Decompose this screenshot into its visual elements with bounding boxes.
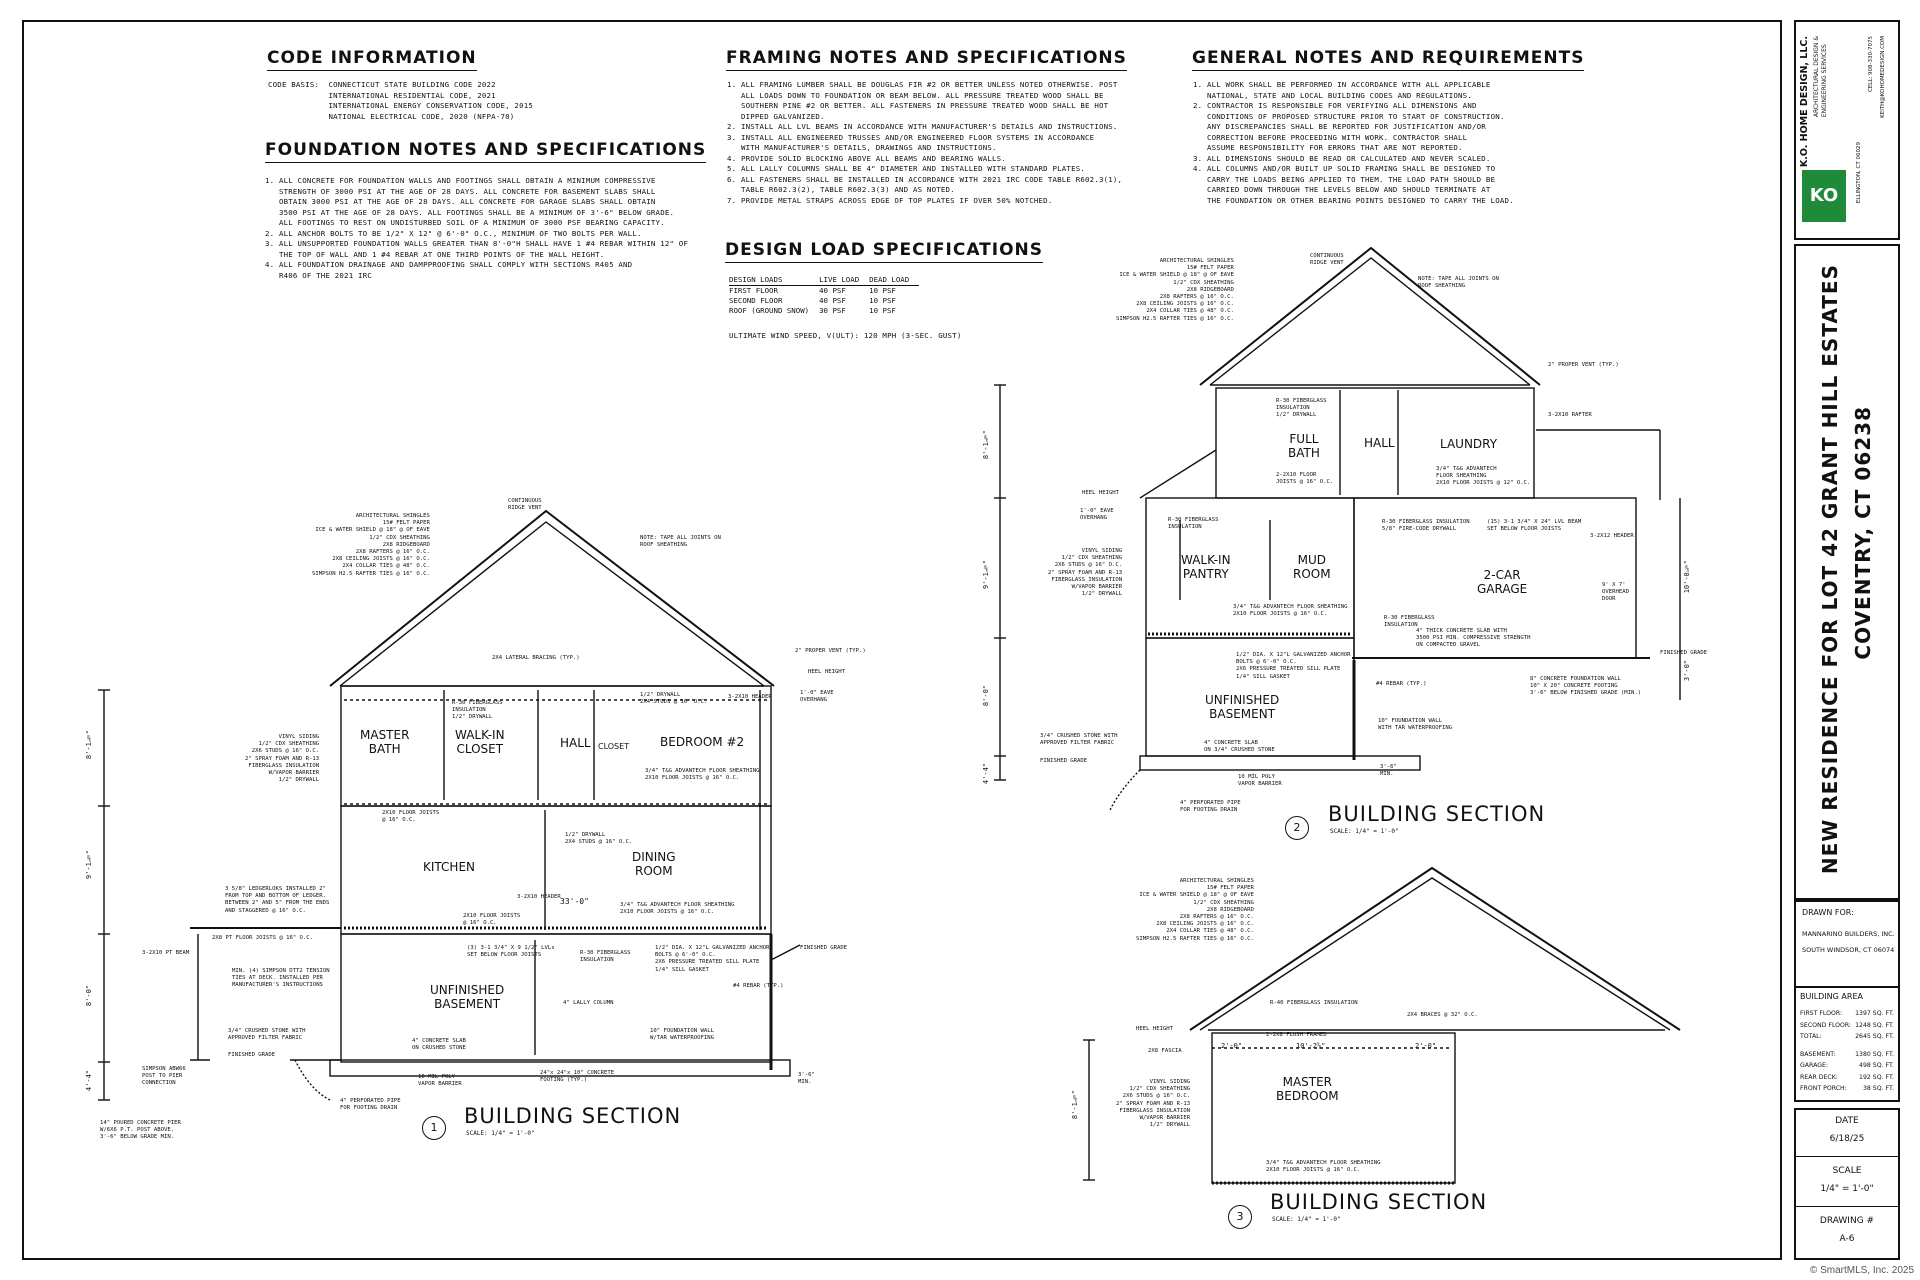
general-notes-title: GENERAL NOTES AND REQUIREMENTS bbox=[1192, 48, 1584, 71]
note-line: 1. ALL FRAMING LUMBER SHALL BE DOUGLAS FIR #2 OR BETTER UNLESS NOTED OTHERWISE. POST bbox=[727, 80, 1118, 89]
note-drywall-2nd: 1/2" DRYWALL 2X4 STUDS @ 16" O.C. bbox=[640, 692, 708, 706]
note2-ridge: CONTINUOUS RIDGE VENT bbox=[1310, 253, 1344, 267]
dim3-mid: 10'-2⅝" bbox=[1296, 1042, 1326, 1050]
section-1-linework bbox=[98, 511, 800, 1100]
area-label: SECOND FLOOR: bbox=[1800, 1021, 1852, 1029]
note-found: 10" FOUNDATION WALL W/TAR WATERPROOFING bbox=[650, 1028, 714, 1042]
scale-value: 1/4" = 1'-0" bbox=[1820, 1184, 1874, 1194]
area-row bbox=[1800, 1060, 1894, 1072]
scale-label: SCALE bbox=[1832, 1166, 1862, 1176]
area-row bbox=[1800, 1020, 1894, 1032]
note2-pipe: 4" PERFORATED PIPE FOR FOOTING DRAIN bbox=[1180, 800, 1241, 814]
note2-tape: NOTE: TAPE ALL JOINTS ON ROOF SHEATHING bbox=[1418, 276, 1499, 290]
note-floor2: 2X10 FLOOR JOISTS @ 16" O.C. bbox=[382, 810, 440, 824]
note-anchor: 1/2" DIA. X 12"L GALVANIZED ANCHOR BOLTS @ 6'-0" O.C. 2X6 PRESSURE TREATED SILL PLATE 1/4" SILL GASKET bbox=[655, 945, 770, 973]
room-closet: CLOSET bbox=[598, 742, 630, 751]
note-line: CARRIED DOWN THROUGH THE LEVELS BELOW AND SHOULD TERMINATE AT bbox=[1193, 185, 1491, 194]
note-line: NATIONAL, STATE AND LOCAL BUILDING CODES AND REGULATIONS. bbox=[1193, 90, 1472, 100]
company-subtitle: ARCHITECTURAL DESIGN & ENGINEERING SERVICES bbox=[1813, 36, 1828, 118]
drawn-for-address: SOUTH WINDSOR, CT 06074 bbox=[1802, 946, 1895, 954]
note-rebar: #4 REBAR (TYP.) bbox=[733, 983, 784, 989]
note-line: 2. CONTRACTOR IS RESPONSIBLE FOR VERIFYING ALL DIMENSIONS AND bbox=[1193, 101, 1477, 110]
note-line: NATIONAL ELECTRICAL CODE, 2020 (NFPA-70) bbox=[268, 111, 515, 121]
note-deck: 2X8 PT FLOOR JOISTS @ 16" O.C. bbox=[212, 935, 314, 941]
note-line: 2. ALL ANCHOR BOLTS TO BE 1/2" X 12" @ 6'-0" O.C., MINIMUM OF TWO BOLTS PER WALL. bbox=[265, 228, 642, 238]
note2-floor: 2-2X10 FLOOR JOISTS @ 16" O.C. bbox=[1276, 472, 1334, 486]
note-line: CODE BASIS: CONNECTICUT STATE BUILDING CODE 2022 bbox=[268, 80, 496, 89]
area-label: FRONT PORCH: bbox=[1800, 1085, 1847, 1092]
note2-garfound: 8" CONCRETE FOUNDATION WALL 10" X 20" CONCRETE FOOTING 3'-6" BELOW FINISHED GRADE (MIN.) bbox=[1530, 676, 1642, 697]
note-eave: 1'-0" EAVE OVERHANG bbox=[800, 690, 834, 704]
area-label: TOTAL: bbox=[1800, 1033, 1822, 1040]
drawing-number-label: DRAWING # bbox=[1819, 1216, 1875, 1226]
dim2-upper: 8'-1⅛" bbox=[982, 430, 990, 460]
section-3-scale: SCALE: 1/4" = 1'-0" bbox=[1272, 1216, 1341, 1223]
area-value: 1248 SQ. FT. bbox=[1855, 1021, 1894, 1029]
room-master-bath: MASTER BATH bbox=[360, 728, 410, 756]
area-row bbox=[1800, 1031, 1894, 1043]
area-value: 2645 SQ. FT. bbox=[1855, 1033, 1894, 1040]
company-name: K.O. HOME DESIGN, LLC. bbox=[1799, 36, 1810, 168]
note3-roof: ARCHITECTURAL SHINGLES 15# FELT PAPER ICE & WATER SHIELD @ 18" @ OF EAVE 1/2" CDX SHEATHING 2X8 RIDGEBOARD 2X8 RAFTERS @ 16" O.C. 2X8 CEILING JOISTS @ 16" O.C. 2X4 COLLAR TIES @ 48" O.C. SIMPSON H2.5 RAFTER TIES @ 16" O.C. bbox=[1136, 878, 1254, 942]
note2-r30: R-30 FIBERGLASS INSULATION 5/8" FIRE-CODE DRYWALL bbox=[1382, 519, 1470, 533]
project-block bbox=[1794, 244, 1900, 900]
note-line: DIPPED GALVANIZED. bbox=[727, 111, 825, 121]
note-line: 4. ALL COLUMNS AND/OR BUILT UP SOLID FRAMING SHALL BE DESIGNED TO bbox=[1193, 164, 1496, 173]
note3-ties: 2X4 BRACES @ 32" O.C. bbox=[1407, 1012, 1478, 1018]
dim-mid: 9'-1⅛" bbox=[85, 850, 93, 880]
note-line: CONDITIONS OF PROPOSED STRUCTURE PRIOR TO START OF CONSTRUCTION. bbox=[1193, 111, 1505, 121]
room-master-bedroom: MASTER BEDROOM bbox=[1276, 1075, 1339, 1103]
note2-min: 3'-6" MIN. bbox=[1380, 764, 1397, 778]
area-value: 498 SQ. FT. bbox=[1859, 1062, 1894, 1069]
dim3-right: 2'-0" bbox=[1415, 1042, 1437, 1050]
area-value: 1380 SQ. FT. bbox=[1855, 1050, 1894, 1058]
note-line: ASSUME RESPONSIBILITY FOR ERRORS THAT ARE NOT REPORTED. bbox=[1193, 143, 1463, 152]
project-name: NEW RESIDENCE FOR LOT 42 GRANT HILL ESTATES bbox=[1818, 264, 1842, 875]
company-cell: CELL: 908-330-7075 bbox=[1868, 36, 1874, 93]
note-header: 3-2X10 HEADER bbox=[728, 694, 772, 700]
note-vent: 2" PROPER VENT (TYP.) bbox=[795, 648, 866, 654]
building-area-block bbox=[1794, 986, 1900, 1102]
section-1-title: BUILDING SECTION bbox=[464, 1104, 682, 1128]
area-label: REAR DECK: bbox=[1800, 1073, 1838, 1081]
note-slab: 4" CONCRETE SLAB ON CRUSHED STONE bbox=[412, 1038, 466, 1052]
dim2-garage-low: 3'-0" bbox=[1683, 660, 1691, 682]
note-ledger: 3 5/8" LEDGERLOKS INSTALLED 2" FROM TOP AND BOTTOM OF LEDGER. BETWEEN 2" AND 5" FROM THE ENDS AND STAGGERED @ 16" O.C. bbox=[225, 886, 330, 914]
room-basement: UNFINISHED BASEMENT bbox=[430, 983, 505, 1011]
note2-wall: VINYL SIDING 1/2" CDX SHEATHING 2X6 STUDS @ 16" O.C. 2" SPRAY FOAM AND R-13 FIBERGLASS INSULATION W/VAPOR BARRIER 1/2" DRYWALL bbox=[1048, 548, 1123, 598]
note-line: TABLE R602.3(2), TABLE R602.3(3) AND AS NOTED. bbox=[727, 185, 955, 194]
table-cell: 40 PSF bbox=[819, 286, 846, 295]
drawing-number: A-6 bbox=[1839, 1234, 1855, 1244]
note-floor1: 2X10 FLOOR JOISTS @ 16" O.C. bbox=[463, 913, 521, 927]
dim2-low: 8'-0" bbox=[982, 685, 990, 707]
dim-low: 8'-0" bbox=[85, 985, 93, 1007]
note-header-1st: 3-2X10 HEADER bbox=[517, 894, 561, 900]
note2-slab: 4" CONCRETE SLAB ON 3/4" CRUSHED STONE bbox=[1204, 740, 1275, 754]
note-line: STRENGTH OF 3000 PSI AT THE AGE OF 28 DAYS. ALL CONCRETE FOR BASEMENT SLABS SHALL bbox=[265, 186, 656, 196]
building-area-table bbox=[1800, 1008, 1894, 1095]
note-line: INTERNATIONAL ENERGY CONSERVATION CODE, 2015 bbox=[268, 101, 534, 110]
note3-flush: 2-2X8 FLUSH FRAMED bbox=[1266, 1032, 1327, 1038]
project-city: COVENTRY, CT 06238 bbox=[1851, 406, 1875, 660]
note2-grade: FINISHED GRADE bbox=[1660, 650, 1708, 656]
table-cell: 40 PSF bbox=[819, 296, 846, 305]
note-line: R406 OF THE 2021 IRC bbox=[265, 270, 372, 280]
note-abw: SIMPSON ABW66 POST TO PIER CONNECTION bbox=[142, 1066, 186, 1087]
watermark: © SmartMLS, Inc. 2025 bbox=[1809, 1265, 1914, 1276]
note-line: 3500 PSI AT THE AGE OF 28 DAYS. ALL FOOTINGS SHALL BE A MINIMUM OF 3'-6" BELOW GRADE. bbox=[265, 207, 675, 217]
note-advantech: 3/4" T&G ADVANTECH FLOOR SHEATHING 2X10 FLOOR JOISTS @ 16" O.C. bbox=[645, 768, 760, 782]
note3-wall: VINYL SIDING 1/2" CDX SHEATHING 2X6 STUDS @ 16" O.C. 2" SPRAY FOAM AND R-13 FIBERGLASS INSULATION W/VAPOR BARRIER 1/2" DRYWALL bbox=[1116, 1079, 1191, 1129]
table-cell: SECOND FLOOR bbox=[729, 296, 783, 305]
note-advantech-1st: 3/4" T&G ADVANTECH FLOOR SHEATHING 2X10 FLOOR JOISTS @ 16" O.C. bbox=[620, 902, 735, 916]
note-heel: HEEL HEIGHT bbox=[808, 669, 846, 675]
note-line: SOUTHERN PINE #2 OR BETTER. ALL FASTENERS IN PRESSURE TREATED WOOD SHALL BE HOT bbox=[727, 101, 1109, 110]
area-row bbox=[1800, 1083, 1894, 1095]
note2-heel: HEEL HEIGHT bbox=[1082, 490, 1120, 496]
table-cell: 10 PSF bbox=[869, 286, 896, 295]
note2-r30-upper: R-30 FIBERGLASS INSULATION bbox=[1168, 517, 1219, 531]
note-line: THE TOP OF WALL AND 1 #4 REBAR AT ONE THIRD POINTS OF THE WALL HEIGHT. bbox=[265, 249, 605, 259]
section-2-title: BUILDING SECTION bbox=[1328, 802, 1546, 826]
foundation-notes-title: FOUNDATION NOTES AND SPECIFICATIONS bbox=[265, 140, 706, 163]
note-line: ALL FOOTINGS TO REST ON UNDISTURBED SOIL OF A MINIMUM OF 3000 PSF BEARING CAPACITY. bbox=[265, 218, 665, 227]
note3-insul: R-40 FIBERGLASS INSULATION bbox=[1270, 1000, 1358, 1006]
room-garage: 2-CAR GARAGE bbox=[1477, 568, 1528, 596]
note2-anchor: 1/2" DIA. X 12"L GALVANIZED ANCHOR BOLTS @ 6'-0" O.C. 2X6 PRESSURE TREATED SILL PLATE 1/4" SILL GASKET bbox=[1236, 652, 1351, 680]
note-simpson: MIN. (4) SIMPSON DTT2 TENSION TIES AT DECK. INSTALLED PER MANUFACTURER'S INSTRUCTIONS bbox=[232, 968, 330, 989]
wind-speed-note: ULTIMATE WIND SPEED, V(ULT): 120 MPH (3-SEC. GUST) bbox=[729, 331, 962, 340]
table-cell: 10 PSF bbox=[869, 296, 896, 305]
dim3-upper: 8'-1⅛" bbox=[1071, 1090, 1079, 1120]
table-header: LIVE LOAD bbox=[819, 275, 869, 286]
dim2-footing: 4'-4" bbox=[982, 763, 990, 785]
table-header: DEAD LOAD bbox=[869, 275, 919, 286]
section-2-scale: SCALE: 1/4" = 1'-0" bbox=[1330, 828, 1399, 835]
note-line: CORRECTION BEFORE PROCEEDING WITH WORK. CONTRACTOR SHALL bbox=[1193, 132, 1468, 142]
room-walkin-closet: WALK-IN CLOSET bbox=[455, 728, 505, 756]
code-info-title: CODE INFORMATION bbox=[267, 48, 477, 71]
note2-vent: 2" PROPER VENT (TYP.) bbox=[1548, 362, 1619, 368]
area-label: GARAGE: bbox=[1800, 1062, 1828, 1069]
area-label: BASEMENT: bbox=[1800, 1050, 1836, 1058]
dim2-garage: 10'-0⅝" bbox=[1683, 560, 1691, 594]
drawn-for-block bbox=[1794, 900, 1900, 990]
room-bedroom-2: BEDROOM #2 bbox=[660, 735, 745, 749]
note-line: ALL LOADS DOWN TO FOUNDATION OR BEAM BELOW. ALL PRESSURE TREATED WOOD SHALL BE bbox=[727, 90, 1104, 100]
table-cell: FIRST FLOOR bbox=[729, 286, 778, 295]
room-full-bath: FULL BATH bbox=[1288, 432, 1320, 460]
design-load-title: DESIGN LOAD SPECIFICATIONS bbox=[725, 240, 1043, 263]
note-line: 4. PROVIDE SOLID BLOCKING ABOVE ALL BEAMS AND BEARING WALLS. bbox=[727, 153, 1006, 163]
note-line: ANY DISCREPANCIES SHALL BE REPORTED FOR JUSTIFICATION AND/OR bbox=[1193, 122, 1486, 131]
note2-eave: 1'-0" EAVE OVERHANG bbox=[1080, 508, 1114, 522]
note-line: 5. ALL LALLY COLUMNS SHALL BE 4" DIAMETER AND INSTALLED WITH STANDARD PLATES. bbox=[727, 164, 1086, 173]
dim-footing: 4'-4" bbox=[85, 1070, 93, 1092]
section-2-number: 2 bbox=[1285, 816, 1309, 840]
company-logo: KO bbox=[1802, 170, 1846, 222]
framing-notes-title: FRAMING NOTES AND SPECIFICATIONS bbox=[726, 48, 1127, 71]
note-line: 6. ALL FASTENERS SHALL BE INSTALLED IN ACCORDANCE WITH 2021 IRC CODE TABLE R602.3(1), bbox=[727, 174, 1123, 184]
note-line: WITH MANUFACTURER'S DETAILS, DRAWINGS AND INSTRUCTIONS. bbox=[727, 143, 997, 152]
note2-advantech: 3/4" T&G ADVANTECH FLOOR SHEATHING 2X10 FLOOR JOISTS @ 12" O.C. bbox=[1436, 466, 1531, 487]
note-beam: 3-2X10 PT BEAM bbox=[142, 950, 190, 956]
note-line: CARRY THE LOADS BEING APPLIED TO THEM. THE LOAD PATH SHOULD BE bbox=[1193, 174, 1496, 184]
note2-adv1: 3/4" T&G ADVANTECH FLOOR SHEATHING 2X10 FLOOR JOISTS @ 16" O.C. bbox=[1233, 604, 1348, 618]
building-area-label: BUILDING AREA bbox=[1800, 992, 1863, 1001]
note2-overhead: 9' X 7' OVERHEAD DOOR bbox=[1602, 582, 1629, 603]
area-value: 192 SQ. FT. bbox=[1859, 1073, 1894, 1081]
section-3-number: 3 bbox=[1228, 1205, 1252, 1229]
room-dining: DINING ROOM bbox=[632, 850, 676, 878]
room-walkin-pantry: WALK-IN PANTRY bbox=[1181, 553, 1231, 581]
note-poly: 10 MIL POLY VAPOR BARRIER bbox=[418, 1074, 462, 1088]
note-footing: 24"x 24"x 10" CONCRETE FOOTING (TYP.) bbox=[540, 1070, 615, 1084]
note-roof: ARCHITECTURAL SHINGLES 15# FELT PAPER ICE & WATER SHIELD @ 18" @ OF EAVE 1/2" CDX SHEATHING 2X8 RIDGEBOARD 2X8 RAFTERS @ 16" O.C. 2X8 CEILING JOISTS @ 16" O.C. 2X4 COLLAR TIES @ 48" O.C. SIMPSON H2.5 RAFTER TIES @ 16" O.C. bbox=[312, 513, 430, 577]
note2-lvl: (15) 3-1 3/4" X 24" LVL BEAM SET BELOW FLOOR JOISTS bbox=[1487, 519, 1582, 533]
note-stone: 3/4" CRUSHED STONE WITH APPROVED FILTER FABRIC bbox=[228, 1028, 306, 1042]
date-label: DATE bbox=[1835, 1116, 1859, 1126]
note-lvl: (3) 3-1 3/4" X 9 1/2" LVLs SET BELOW FLOOR JOISTS bbox=[467, 945, 555, 959]
note2-rafter: 3-2X10 RAFTER bbox=[1548, 412, 1592, 418]
note-finished-grade: FINISHED GRADE bbox=[800, 945, 848, 951]
note-pier: 14" POURED CONCRETE PIER W/6X6 P.T. POST ABOVE. 3'-6" BELOW GRADE MIN. bbox=[100, 1120, 181, 1141]
note-line: 2. INSTALL ALL LVL BEAMS IN ACCORDANCE WITH MANUFACTURER'S DETAILS AND INSTRUCTIONS. bbox=[727, 122, 1118, 131]
note-line: 3. ALL UNSUPPORTED FOUNDATION WALLS GREATER THAN 8'-0"H SHALL HAVE 1 #4 REBAR WITHIN 12" OF bbox=[265, 239, 689, 248]
area-value: 38 SQ. FT. bbox=[1862, 1085, 1894, 1092]
note-pipe: 4" PERFORATED PIPE FOR FOOTING DRAIN bbox=[340, 1098, 401, 1112]
note2-roof: ARCHITECTURAL SHINGLES 15# FELT PAPER ICE & WATER SHIELD @ 18" @ OF EAVE 1/2" CDX SHEATHING 2X8 RIDGEBOARD 2X8 RAFTERS @ 16" O.C. 2X8 CEILING JOISTS @ 16" O.C. 2X4 COLLAR TIES @ 48" O.C. SIMPSON H2.5 RAFTER TIES @ 16" O.C. bbox=[1116, 258, 1234, 322]
span-dimension: 33'-0" bbox=[560, 897, 589, 906]
note-line: 7. PROVIDE METAL STRAPS ACROSS EDGE OF TOP PLATES IF OVER 50% NOTCHED. bbox=[727, 195, 1053, 205]
room-kitchen: KITCHEN bbox=[423, 860, 475, 874]
room-mud-room: MUD ROOM bbox=[1293, 553, 1331, 581]
dim3-left: 2'-0" bbox=[1221, 1042, 1243, 1050]
note-line: INTERNATIONAL RESIDENTIAL CODE, 2021 bbox=[268, 90, 496, 100]
dim2-mid: 9'-1⅛" bbox=[982, 560, 990, 590]
table-cell: 30 PSF bbox=[819, 306, 846, 315]
note-lateral: 2X4 LATERAL BRACING (TYP.) bbox=[492, 655, 580, 661]
drawn-for-name: MANNARINO BUILDERS, INC. bbox=[1802, 930, 1895, 938]
note-line: 3. INSTALL ALL ENGINEERED TRUSSES AND/OR ENGINEERED FLOOR SYSTEMS IN ACCORDANCE bbox=[727, 132, 1095, 142]
area-label: FIRST FLOOR: bbox=[1800, 1010, 1843, 1017]
room-hall-2: HALL bbox=[1364, 436, 1395, 450]
note-line: 4. ALL FOUNDATION DRAINAGE AND DAMPPROOFING SHALL COMPLY WITH SECTIONS R405 AND bbox=[265, 260, 633, 269]
note-drywall-1st: 1/2" DRYWALL 2X4 STUDS @ 16" O.C. bbox=[565, 832, 633, 846]
room-hall: HALL bbox=[560, 736, 591, 750]
section-3-title: BUILDING SECTION bbox=[1270, 1190, 1488, 1214]
room-laundry: LAUNDRY bbox=[1440, 437, 1498, 451]
area-row bbox=[1800, 1008, 1894, 1020]
note-ridge-vent: CONTINUOUS RIDGE VENT bbox=[508, 498, 542, 512]
drawn-for-label: DRAWN FOR: bbox=[1802, 908, 1854, 917]
note2-r30b: R-30 FIBERGLASS INSULATION bbox=[1384, 615, 1435, 629]
note3-fascia: 2X8 FASCIA bbox=[1148, 1048, 1182, 1054]
dim-upper: 8'-1⅛" bbox=[85, 730, 93, 760]
note3-heel: HEEL HEIGHT bbox=[1136, 1026, 1174, 1032]
date-value: 6/18/25 bbox=[1829, 1134, 1865, 1144]
room-basement-2: UNFINISHED BASEMENT bbox=[1205, 693, 1280, 721]
note2-found: 10" FOUNDATION WALL WITH TAR WATERPROOFING bbox=[1378, 718, 1453, 732]
note-grade: FINISHED GRADE bbox=[228, 1052, 276, 1058]
note-line: 1. ALL WORK SHALL BE PERFORMED IN ACCORDANCE WITH ALL APPLICABLE bbox=[1193, 80, 1491, 89]
area-row bbox=[1800, 1072, 1894, 1084]
note2-rebar: #4 REBAR (TYP.) bbox=[1376, 681, 1427, 687]
company-city: ELLINGTON, CT 06029 bbox=[1856, 142, 1862, 204]
note-min: 3'-6" MIN. bbox=[798, 1072, 815, 1086]
company-email: KEITH@KOHOMEDESIGN.COM bbox=[1880, 36, 1886, 118]
note3-advantech: 3/4" T&G ADVANTECH FLOOR SHEATHING 2X10 FLOOR JOISTS @ 16" O.C. bbox=[1266, 1160, 1381, 1174]
table-header: DESIGN LOADS bbox=[729, 275, 819, 286]
note-wall: VINYL SIDING 1/2" CDX SHEATHING 2X6 STUDS @ 16" O.C. 2" SPRAY FOAM AND R-13 FIBERGLASS INSULATION W/VAPOR BARRIER 1/2" DRYWALL bbox=[245, 734, 320, 784]
note2-insul: R-30 FIBERGLASS INSULATION 1/2" DRYWALL bbox=[1276, 398, 1327, 419]
table-cell: ROOF (GROUND SNOW) bbox=[729, 306, 810, 315]
company-block bbox=[1794, 20, 1900, 240]
section-1-number: 1 bbox=[422, 1116, 446, 1140]
note2-stone: 3/4" CRUSHED STONE WITH APPROVED FILTER FABRIC bbox=[1040, 733, 1118, 747]
note-tape: NOTE: TAPE ALL JOINTS ON ROOF SHEATHING bbox=[640, 535, 721, 549]
area-value: 1397 SQ. FT. bbox=[1855, 1010, 1894, 1017]
note-insul: R-30 FIBERGLASS INSULATION 1/2" DRYWALL bbox=[452, 700, 503, 721]
drawing-info-block bbox=[1794, 1108, 1900, 1260]
table-cell: 10 PSF bbox=[869, 306, 896, 315]
note2-finished-grade: FINISHED GRADE bbox=[1040, 758, 1088, 764]
note-lally: 4" LALLY COLUMN bbox=[563, 1000, 614, 1006]
note2-garslab: 4" THICK CONCRETE SLAB WITH 3500 PSI MIN. COMPRESSIVE STRENGTH ON COMPACTED GRAVEL bbox=[1416, 628, 1531, 649]
note-r30: R-30 FIBERGLASS INSULATION bbox=[580, 950, 631, 964]
note-line: 1. ALL CONCRETE FOR FOUNDATION WALLS AND FOOTINGS SHALL OBTAIN A MINIMUM COMPRESSIVE bbox=[265, 176, 656, 185]
note-line: 3. ALL DIMENSIONS SHOULD BE READ OR CALCULATED AND NEVER SCALED. bbox=[1193, 153, 1491, 163]
note-line: THE FOUNDATION OR OTHER BEARING POINTS DESIGNED TO CARRY THE LOAD. bbox=[1193, 195, 1514, 205]
note-line: OBTAIN 3000 PSI AT THE AGE OF 28 DAYS. ALL CONCRETE FOR GARAGE SLABS SHALL OBTAIN bbox=[265, 197, 656, 206]
note2-header: 3-2X12 HEADER bbox=[1590, 533, 1634, 539]
area-row bbox=[1800, 1049, 1894, 1061]
note2-poly: 10 MIL POLY VAPOR BARRIER bbox=[1238, 774, 1282, 788]
section-1-scale: SCALE: 1/4" = 1'-0" bbox=[466, 1130, 535, 1137]
